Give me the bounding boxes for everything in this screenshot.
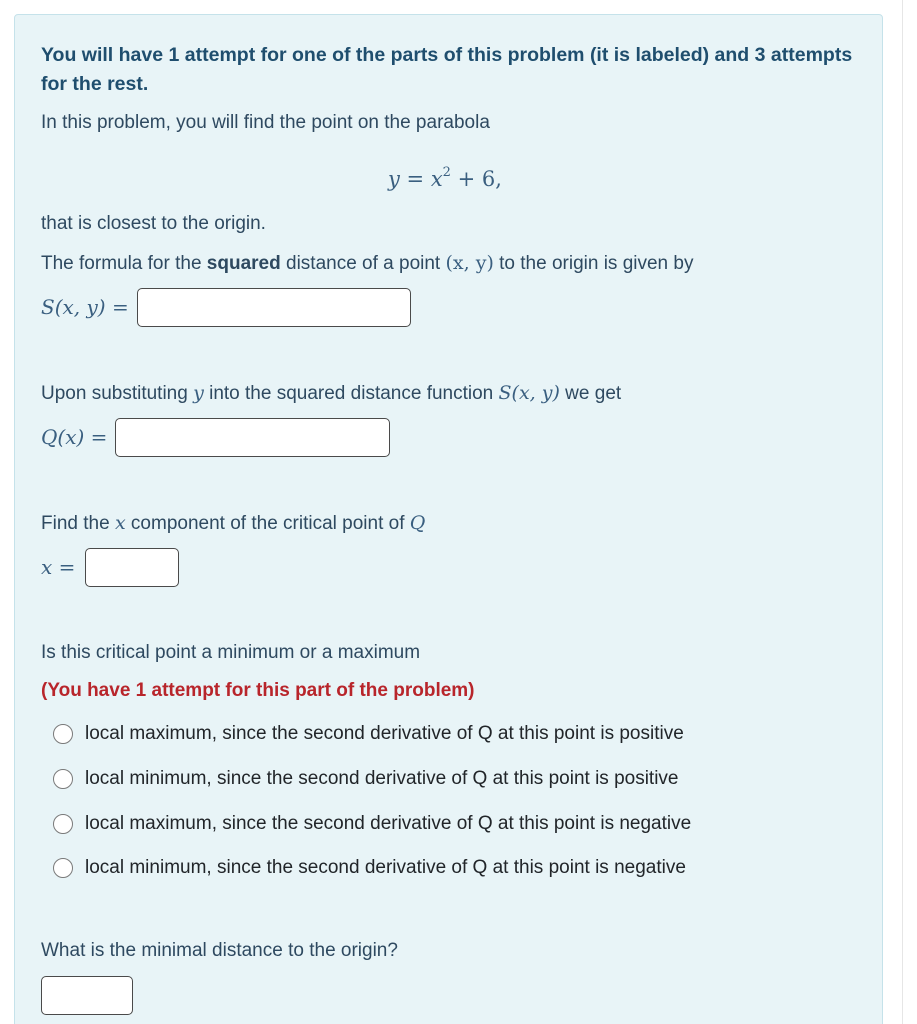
attempts-notice: You will have 1 attempt for one of the parts of this problem (it is labeled) and 3 attempts for the rest. bbox=[41, 44, 853, 95]
radio-button[interactable] bbox=[53, 858, 73, 878]
q-answer-input[interactable] bbox=[115, 418, 390, 457]
substitute-var: y bbox=[193, 382, 204, 404]
option-label: local minimum, since the second derivative of Q at this point is positive bbox=[85, 768, 679, 789]
minmax-question: Is this critical point a minimum or a maximum bbox=[41, 642, 421, 663]
critical-func: Q bbox=[409, 512, 426, 534]
option-local-min-positive[interactable] bbox=[53, 766, 679, 792]
closest-text: that is closest to the origin. bbox=[41, 213, 266, 234]
option-label: local maximum, since the second derivative of Q at this point is negative bbox=[85, 813, 692, 834]
radio-button[interactable] bbox=[53, 724, 73, 744]
equation-rest: + 6, bbox=[450, 167, 502, 191]
option-label: local minimum, since the second derivative of Q at this point is negative bbox=[85, 857, 686, 878]
substitute-middle: into the squared distance function bbox=[203, 383, 499, 404]
critical-middle: component of the critical point of bbox=[125, 513, 410, 534]
critical-var: x bbox=[114, 512, 126, 534]
substitute-before: Upon substituting bbox=[41, 383, 194, 404]
equation-equals: = bbox=[399, 167, 431, 191]
problem-lead-text: In this problem, you will find the point on the parabola bbox=[41, 112, 490, 133]
x-answer-input[interactable] bbox=[85, 548, 179, 587]
formula-point: (x, y) bbox=[445, 252, 494, 274]
formula-after: distance of a point bbox=[280, 253, 446, 274]
radio-button[interactable] bbox=[53, 769, 73, 789]
formula-before: The formula for the bbox=[41, 253, 207, 274]
substitute-end: we get bbox=[559, 383, 622, 404]
attempt-warning: (You have 1 attempt for this part of the problem) bbox=[41, 680, 475, 701]
s-label: S(x, y) = bbox=[41, 295, 129, 319]
option-label: local maximum, since the second derivative of Q at this point is positive bbox=[85, 723, 684, 744]
substitute-sentence bbox=[41, 381, 621, 406]
formula-sentence bbox=[41, 251, 693, 276]
distance-answer-input[interactable] bbox=[41, 976, 133, 1015]
distance-question: What is the minimal distance to the origin? bbox=[41, 940, 398, 961]
parabola-equation bbox=[388, 160, 502, 194]
equation-lhs: y bbox=[388, 167, 400, 191]
q-label: Q(x) = bbox=[41, 425, 108, 449]
critical-before: Find the bbox=[41, 513, 115, 534]
formula-end: to the origin is given by bbox=[493, 253, 694, 274]
equation-exponent: 2 bbox=[442, 165, 451, 180]
option-local-min-negative[interactable] bbox=[53, 855, 686, 881]
critical-sentence bbox=[41, 511, 425, 536]
formula-bold-squared: squared bbox=[206, 253, 281, 274]
page-scrollbar[interactable] bbox=[902, 0, 917, 1024]
substitute-func: S(x, y) bbox=[498, 382, 560, 404]
radio-button[interactable] bbox=[53, 814, 73, 834]
option-local-max-negative[interactable] bbox=[53, 811, 691, 837]
s-answer-input[interactable] bbox=[137, 288, 411, 327]
x-label: x = bbox=[41, 555, 76, 579]
option-local-max-positive[interactable] bbox=[53, 721, 684, 747]
equation-x: x bbox=[430, 167, 443, 191]
